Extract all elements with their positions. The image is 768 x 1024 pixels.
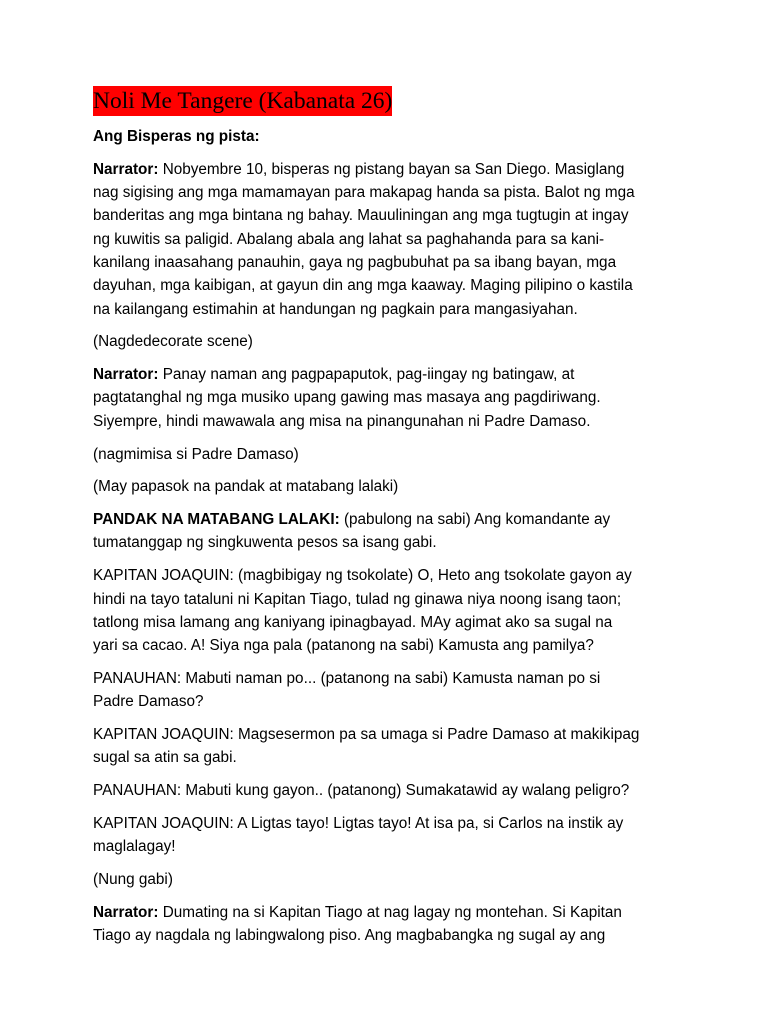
paragraph <box>93 475 708 498</box>
paragraph-text: Nobyembre 10, bisperas ng pistang bayan sa San Diego. Masiglang nag sigising ang mga mamamayan para makapag handa sa pista. Balot ng mga banderitas ang mga bintana ng bahay. Mauuliningan ang mga tugtugin at ingay ng kuwitis sa paligid. Abalang abala ang lahat sa paghahanda para sa kani- kanilang inaasahang panauhin, gaya ng pagbubuhat pa sa ibang bayan, mga dayuhan, mga kaibigan, at gayun din ang mga kaaway. Maging pilipino o kastila na kailangang estimahin at handungan ng pagkain para mangasiyahan. <box>93 160 635 318</box>
paragraph-text: (May papasok na pandak at matabang lalaki) <box>93 478 399 496</box>
paragraph <box>93 158 708 321</box>
document-title: Noli Me Tangere (Kabanata 26) <box>93 88 393 114</box>
speaker-label: Narrator: <box>93 903 159 921</box>
paragraph <box>93 363 708 433</box>
document-body <box>93 125 708 947</box>
paragraph-text: (Nagdedecorate scene) <box>93 333 253 351</box>
paragraph <box>93 812 708 859</box>
speaker-label: Narrator: <box>93 366 159 384</box>
paragraph <box>93 125 708 148</box>
speaker-label: PANDAK NA MATABANG LALAKI: <box>93 511 340 529</box>
paragraph-text: (Nung gabi) <box>93 871 173 889</box>
paragraph <box>93 443 708 466</box>
paragraph <box>93 564 708 657</box>
paragraph <box>93 508 708 555</box>
paragraph-text: PANAUHAN: Mabuti naman po... (patanong na sabi) Kamusta naman po si Padre Damaso? <box>93 669 601 711</box>
paragraph-text: Dumating na si Kapitan Tiago at nag lagay ng montehan. Si Kapitan Tiago ay nagdala ng labingwalong piso. Ang magbabangka ng sugal ay ang <box>93 903 622 945</box>
paragraph <box>93 868 708 891</box>
paragraph-text: PANAUHAN: Mabuti kung gayon.. (patanong) Sumakatawid ay walang peligro? <box>93 782 630 800</box>
paragraph-text: KAPITAN JOAQUIN: A Ligtas tayo! Ligtas tayo! At isa pa, si Carlos na instik ay maglalagay! <box>93 814 624 856</box>
paragraph <box>93 779 708 802</box>
paragraph-text: (nagmimisa si Padre Damaso) <box>93 445 299 463</box>
paragraph <box>93 330 708 353</box>
paragraph <box>93 667 708 714</box>
paragraph <box>93 901 708 948</box>
paragraph-text: Panay naman ang pagpapaputok, pag-iingay ng batingaw, at pagtatanghal ng mga musiko upang gawing mas masaya ang pagdiriwang. Siyempre, hindi mawawala ang misa na pinangunahan ni Padre Damaso. <box>93 366 601 430</box>
paragraph-text: KAPITAN JOAQUIN: Magsesermon pa sa umaga si Padre Damaso at makikipag sugal sa atin sa gabi. <box>93 726 640 767</box>
paragraph-text: KAPITAN JOAQUIN: (magbibigay ng tsokolate) O, Heto ang tsokolate gayon ay hindi na tayo tataluni ni Kapitan Tiago, tulad ng ginawa niya noong isang taon; tatlong misa lamang ang kaniyang ipinagbayad. MAy agimat ako sa sugal na yari sa cacao. A! Siya nga pala (patanong na sabi) Kamusta ang pamilya? <box>93 567 632 655</box>
speaker-label: Ang Bisperas ng pista: <box>93 128 260 145</box>
paragraph-text: (pabulong na sabi) Ang komandante ay tumatanggap ng singkuwenta pesos sa isang gabi. <box>93 511 611 552</box>
speaker-label: Narrator: <box>93 160 159 178</box>
paragraph <box>93 723 708 770</box>
